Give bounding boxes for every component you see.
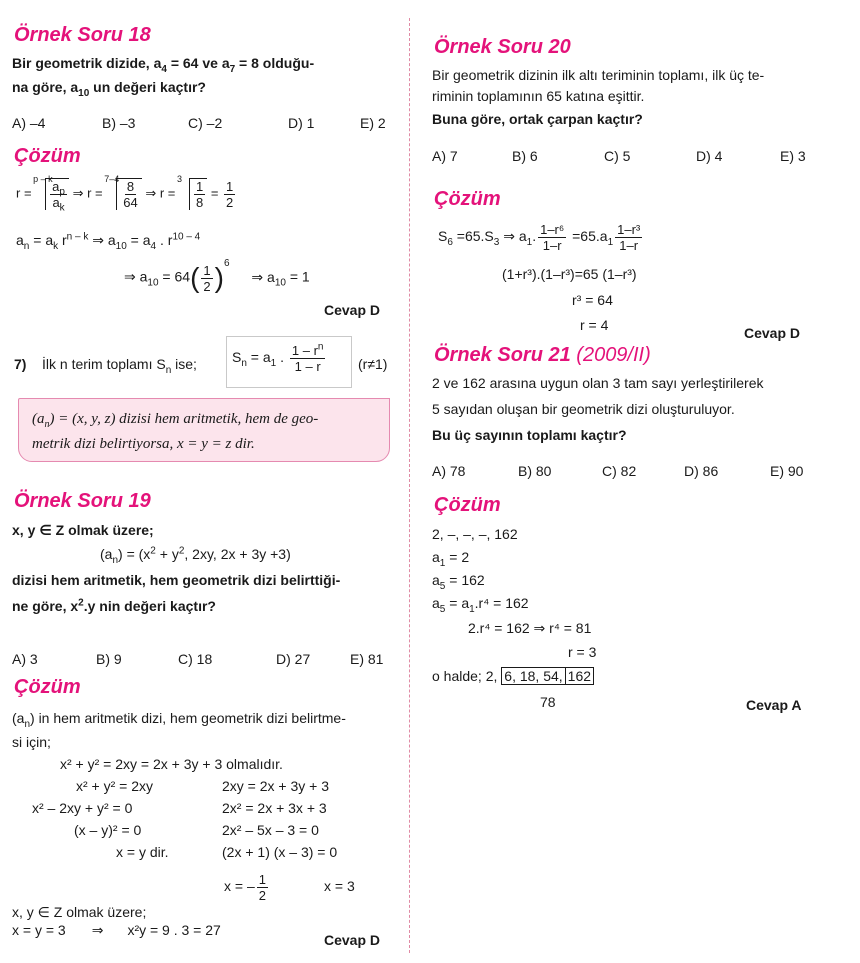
q20-title: Örnek Soru 20 (434, 36, 571, 58)
q18-option-c: C) –2 (188, 115, 223, 131)
q19-option-b: B) 9 (96, 651, 122, 667)
sol19-root2: x = 3 (324, 878, 355, 894)
q19-line3: dizisi hem aritmetik, hem geometrik dizi belirttiği- (12, 572, 341, 588)
q18-title: Örnek Soru 18 (14, 24, 151, 46)
q21-option-d: D) 86 (684, 463, 719, 479)
sol20-line2: (1+r³).(1–r³)=65 (1–r³) (502, 266, 637, 282)
sol19-line1: $(a_n)$ in hem aritmetik dizi, hem geometrik dizi belirtme- (12, 710, 346, 730)
sol21-title: Çözüm (434, 494, 501, 516)
q18-option-e: E) 2 (360, 115, 386, 131)
q19-option-d: D) 27 (276, 651, 311, 667)
q19-option-c: C) 18 (178, 651, 213, 667)
sol21-sum: 78 (540, 694, 556, 710)
q21-option-a: A) 78 (432, 463, 466, 479)
sol19-left-eq-3: (x – y)² = 0 (74, 822, 142, 838)
sol19-answer: Cevap D (324, 932, 381, 948)
note-line2: metrik dizi belirtiyorsa, x = y = z dir. (32, 436, 255, 452)
sol18-line3: ⇒ $a_{10} = 64$( $\frac{1}{2}$ )$^6$ ⇒ $a_{10} = 1$ (124, 258, 310, 294)
sol19-left-eq-1: x² + y² = 2xy (76, 778, 154, 794)
sol21-answer: Cevap A (746, 697, 802, 713)
q20-option-b: B) 6 (512, 148, 538, 164)
q19-line2: $(a_n) = (x^2 + y^2$, 2xy, 2x + 3y +3) (100, 545, 291, 566)
rule7-formula: $S_n = a_1$ . $\frac{1 - r^n}{1 - r}$ (232, 341, 324, 374)
sol20-line1: $S_6 =65.S_3$ ⇒ $a_1$. $\frac{\text{1–r⁶}}{1-r}$ $=65.a_1$ $\frac{\text{1–r³}}{1-r}$ (438, 222, 641, 253)
sol21-line3: $a_5 = 162$ (432, 572, 485, 592)
sol19-right-eq-3: 2x² – 5x – 3 = 0 (222, 822, 319, 838)
sol20-line4: r = 4 (580, 317, 609, 333)
sol21-line1: 2, –, –, –, 162 (432, 526, 518, 542)
q20-option-e: E) 3 (780, 148, 806, 164)
sol21-line6: r = 3 (568, 644, 597, 660)
q18-option-b: B) –3 (102, 115, 136, 131)
q21-line1: 2 ve 162 arasına uygun olan 3 tam sayı yerleştirilerek (432, 375, 764, 391)
sol18-title: Çözüm (14, 145, 81, 167)
rule7-text: İlk n terim toplamı $S_n$ ise; (42, 356, 197, 376)
q21-title: Örnek Soru 21 (2009/II) (434, 344, 651, 366)
q20-option-a: A) 7 (432, 148, 458, 164)
q19-option-e: E) 81 (350, 651, 384, 667)
sol19-title: Çözüm (14, 676, 81, 698)
sol21-line2: $a_1 = 2$ (432, 549, 470, 569)
rule7-number: 7) (14, 356, 27, 372)
sol18-line2: $a_n = a_k$ $r^{n - k}$ ⇒ $a_{10} = a_4$ . $r^{10 - 4}$ (16, 231, 201, 252)
q18-option-a: A) –4 (12, 115, 46, 131)
q19-line4: ne göre, $x^2.y$ nin değeri kaçtır? (12, 597, 216, 614)
q18-question-line2: na göre, $a_{10}$ un değeri kaçtır? (12, 79, 206, 99)
sol19-root1: x = – $\frac{1}{2}$ (224, 872, 266, 903)
q21-option-b: B) 80 (518, 463, 552, 479)
sol19-right-eq-1: 2xy = 2x + 3y + 3 (222, 778, 330, 794)
q18-option-d: D) 1 (288, 115, 315, 131)
sol21-line5: 2.r⁴ = 162 ⇒ r⁴ = 81 (468, 620, 592, 636)
q19-line1: x, y ∈ Z olmak üzere; (12, 522, 154, 538)
sol19-right-eq-2: 2x² = 2x + 3x + 3 (222, 800, 327, 816)
q19-title: Örnek Soru 19 (14, 490, 151, 512)
sol19-left-eq-2: x² – 2xy + y² = 0 (32, 800, 133, 816)
q20-line1: Bir geometrik dizinin ilk altı teriminin toplamı, ilk üç te- (432, 67, 765, 83)
rule7-condition: (r≠1) (358, 356, 388, 372)
q20-line3: Buna göre, ortak çarpan kaçtır? (432, 111, 643, 127)
sol19-line4: x = y = 3 ⇒ x²y = 9 . 3 = 27 (12, 922, 221, 938)
sol21-boxed-terms: 6, 18, 54, (501, 667, 565, 685)
column-divider (409, 18, 410, 953)
q18-question-line1: Bir geometrik dizide, $a_4 = 64$ ve $a_7 = 8$ olduğu- (12, 55, 315, 75)
q20-line2: riminin toplamının 65 katına eşittir. (432, 88, 645, 104)
sol19-eq1: x² + y² = 2xy = 2x + 3y + 3 olmalıdır. (60, 756, 283, 772)
q21-line3: Bu üç sayının toplamı kaçtır? (432, 427, 627, 443)
sol21-line7: o halde; 2, 6, 18, 54, 162 (432, 668, 594, 684)
sol20-line3: r³ = 64 (572, 292, 613, 308)
sol18-line1: r = p – k $\frac{a_p}{a_k}$ ⇒ r = 7–4 $\frac{8}{64}$ ⇒ r = 3 $\frac{1}{8}$ = $\frac{1}{2}$ (16, 174, 234, 214)
note-line1: $(a_n) = (x$, y, z) dizisi hem aritmetik, hem de geo- (32, 411, 319, 430)
sol20-answer: Cevap D (744, 325, 801, 341)
q21-option-c: C) 82 (602, 463, 637, 479)
q19-option-a: A) 3 (12, 651, 38, 667)
sol20-title: Çözüm (434, 188, 501, 210)
sol19-line3: x, y ∈ Z olmak üzere; (12, 904, 147, 920)
q21-line2: 5 sayıdan oluşan bir geometrik dizi oluşturuluyor. (432, 401, 735, 417)
sol18-answer: Cevap D (324, 302, 381, 318)
sol19-left-eq-4: x = y dir. (116, 844, 169, 860)
sol19-right-eq-4: (2x + 1) (x – 3) = 0 (222, 844, 338, 860)
q20-option-d: D) 4 (696, 148, 723, 164)
sol19-line2: si için; (12, 734, 51, 750)
q20-option-c: C) 5 (604, 148, 631, 164)
sol21-line4: $a_5 = a_1.r^4 = 162$ (432, 595, 529, 615)
q21-option-e: E) 90 (770, 463, 804, 479)
